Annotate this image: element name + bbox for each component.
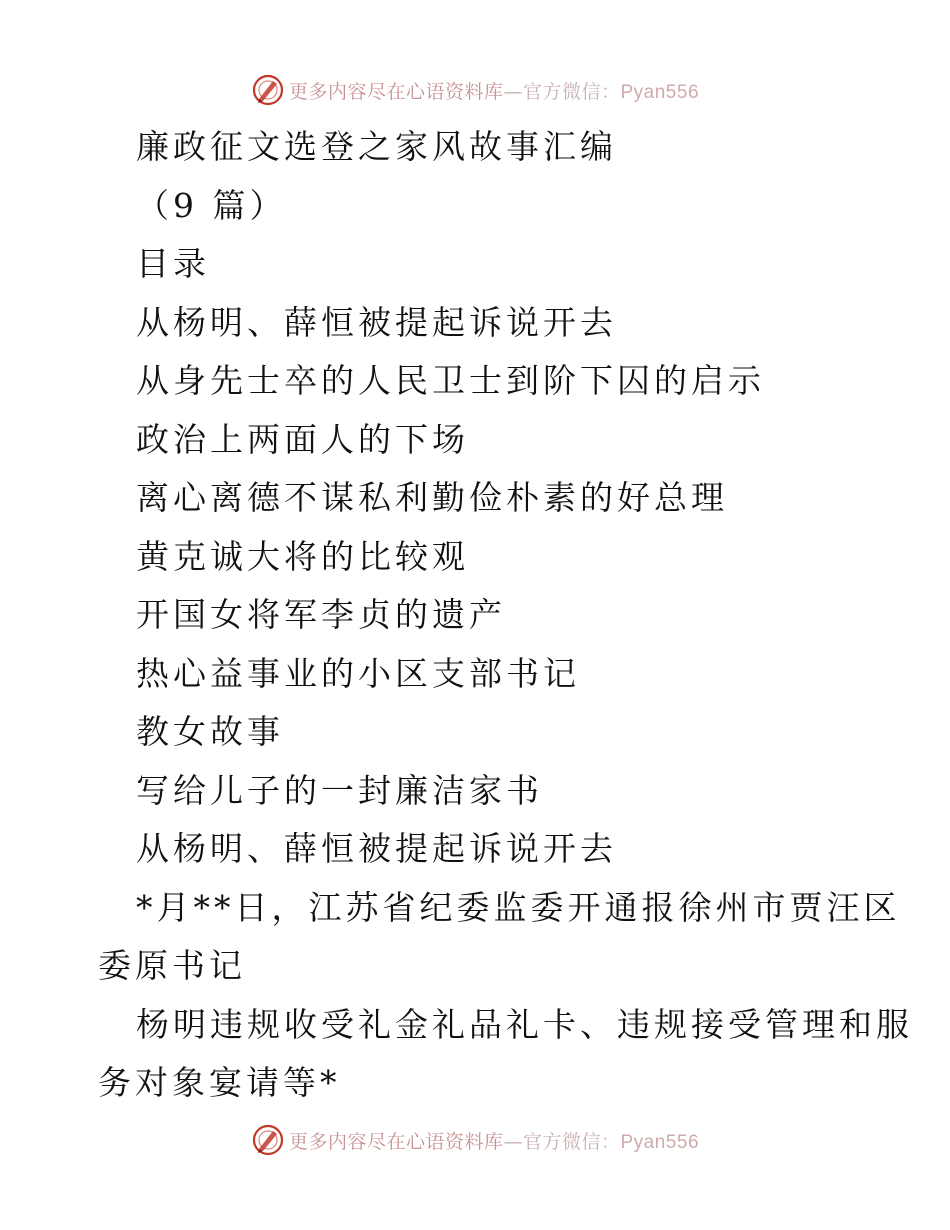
watermark-dash: — (503, 80, 523, 103)
paragraph-1-line-2: 委原书记 (98, 946, 246, 985)
watermark-lead: 更多内容尽在心语资料库 (288, 80, 504, 103)
toc-item: 离心离德不谋私利勤俭朴素的好总理 (136, 478, 728, 517)
paragraph-2-line-2: 务对象宴请等* (98, 1063, 341, 1102)
pen-logo-icon (251, 1123, 285, 1157)
footer-watermark-banner (0, 1122, 950, 1158)
section-title: 从杨明、薛恒被提起诉说开去 (136, 829, 617, 868)
toc-item: 从杨明、薛恒被提起诉说开去 (136, 302, 617, 342)
paragraph-1-line-1: *月**日，江苏省纪委监委开通报徐州市贾汪区 (136, 887, 901, 927)
toc-item: 热心益事业的小区支部书记 (136, 653, 580, 693)
toc-item: 政治上两面人的下场 (136, 419, 469, 459)
document-title: 廉政征文选登之家风故事汇编 (136, 127, 617, 166)
pen-logo-icon (251, 73, 285, 107)
header-watermark-banner (0, 72, 950, 108)
document-body (98, 118, 913, 1113)
watermark-text (289, 77, 699, 104)
watermark-wechat-id: Pyan556 (620, 1131, 700, 1153)
toc-item: 开国女将军李贞的遗产 (136, 595, 506, 634)
toc-item: 从身先士卒的人民卫士到阶下囚的启示 (136, 361, 765, 400)
watermark-dash: — (503, 1130, 523, 1153)
document-count: （9 篇） (136, 185, 287, 225)
toc-heading: 目录 (136, 244, 210, 283)
toc-item: 教女故事 (136, 712, 284, 751)
watermark-wechat-label: 官方微信： (522, 1130, 621, 1153)
toc-item: 黄克诚大将的比较观 (136, 536, 469, 576)
toc-item: 写给儿子的一封廉洁家书 (136, 770, 543, 810)
watermark-text (289, 1127, 699, 1154)
paragraph-2-line-1: 杨明违规收受礼金礼品礼卡、违规接受管理和服 (136, 1004, 913, 1044)
watermark-wechat-id: Pyan556 (620, 81, 700, 103)
watermark-wechat-label: 官方微信： (522, 80, 621, 103)
watermark-lead: 更多内容尽在心语资料库 (288, 1130, 504, 1153)
